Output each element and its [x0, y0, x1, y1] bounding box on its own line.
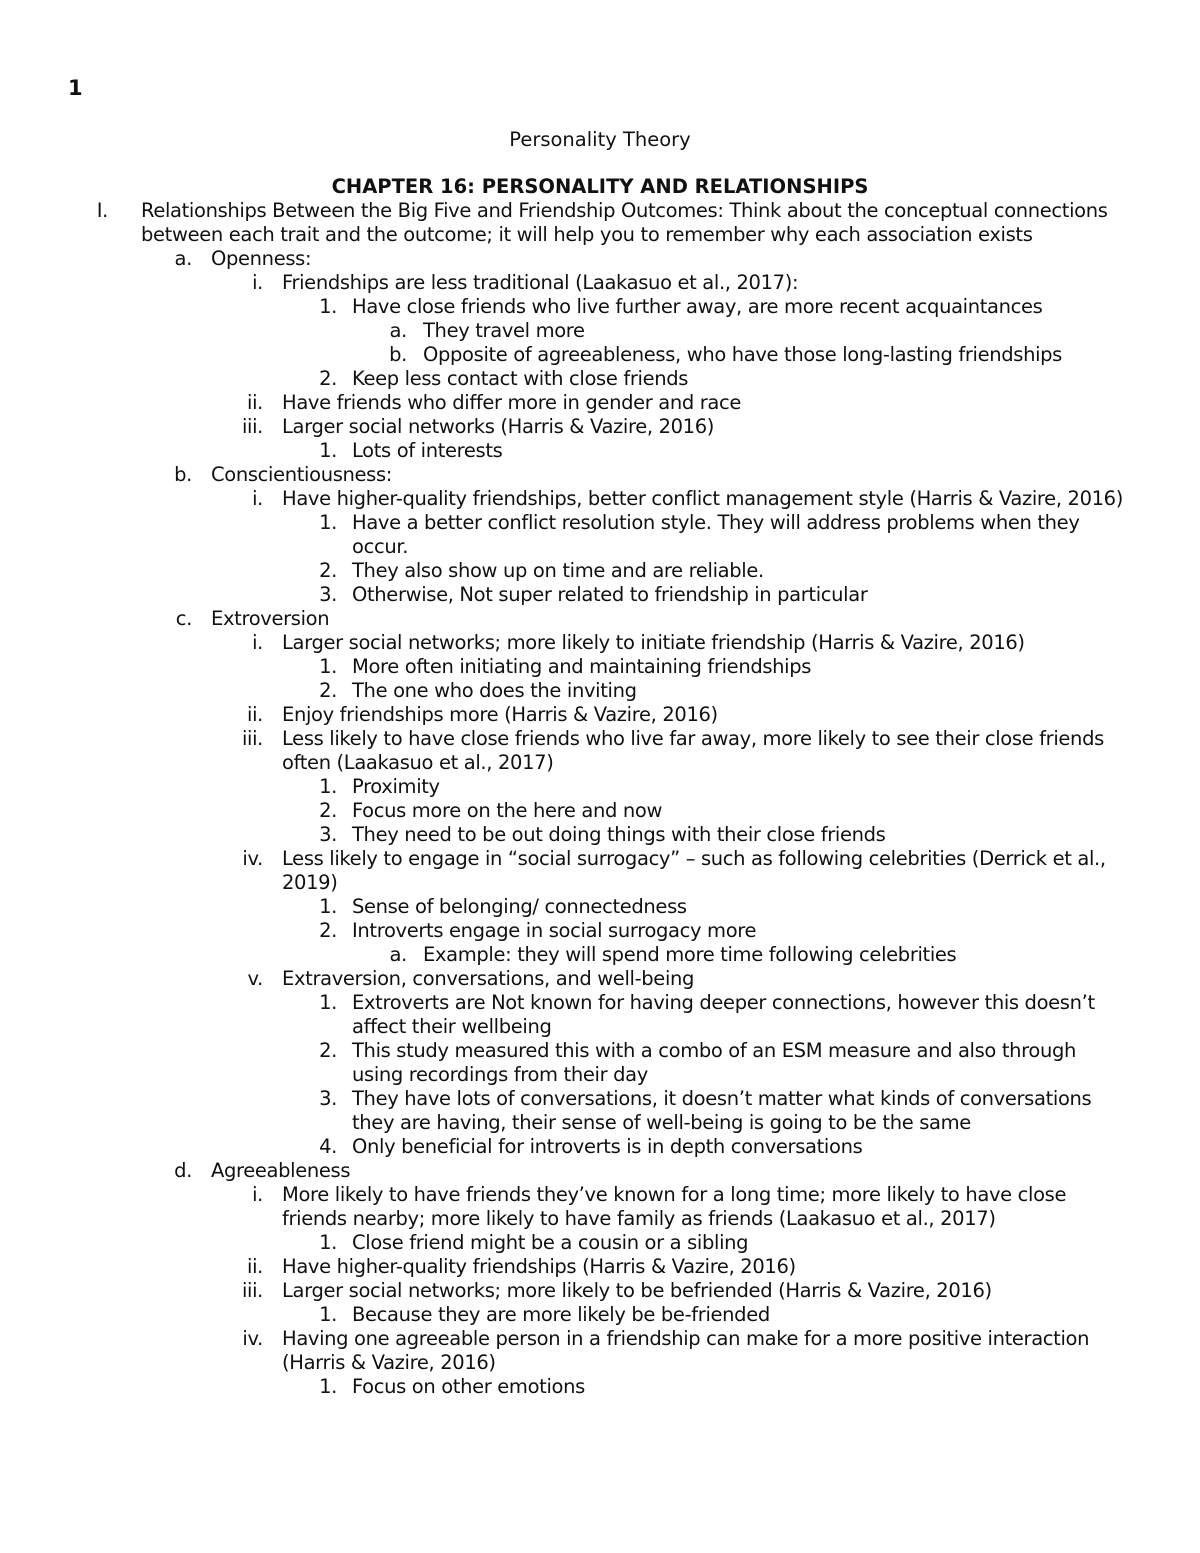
- outline-item: [0, 511, 1200, 559]
- outline-marker: a.: [389, 943, 407, 966]
- page-number: 1: [68, 76, 83, 100]
- outline-marker: 3.: [319, 823, 337, 846]
- outline-item: [0, 775, 1200, 799]
- outline-marker: i.: [252, 631, 263, 654]
- outline-text: Larger social networks (Harris & Vazire, 2016): [282, 415, 715, 438]
- outline-text: More often initiating and maintaining friendships: [352, 655, 812, 678]
- outline-marker: 1.: [319, 511, 337, 534]
- outline-text: They have lots of conversations, it doesn’t matter what kinds of conversations they are having, their sense of well-being is going to be the same: [352, 1087, 1092, 1134]
- outline-marker: i.: [252, 487, 263, 510]
- outline-item: [0, 439, 1200, 463]
- outline-marker: 1.: [319, 895, 337, 918]
- outline-text: Focus more on the here and now: [352, 799, 663, 822]
- outline-marker: 1.: [319, 1303, 337, 1326]
- outline-item: [0, 343, 1200, 367]
- outline-item: [0, 967, 1200, 991]
- outline-item: [0, 1183, 1200, 1231]
- outline-marker: 1.: [319, 295, 337, 318]
- outline-item: [0, 1159, 1200, 1183]
- outline-marker: b.: [389, 343, 407, 366]
- outline-text: Introverts engage in social surrogacy more: [352, 919, 757, 942]
- outline-item: [0, 391, 1200, 415]
- outline-marker: ii.: [247, 703, 263, 726]
- outline-item: [0, 823, 1200, 847]
- outline-marker: i.: [252, 271, 263, 294]
- outline-item: [0, 1279, 1200, 1303]
- outline-marker: ii.: [247, 1255, 263, 1278]
- outline-marker: c.: [175, 607, 192, 630]
- outline-marker: a.: [174, 247, 192, 270]
- outline-text: Relationships Between the Big Five and Friendship Outcomes: Think about the conceptual connections between each trait and the outcome; it will help you to remember why each association exists: [141, 199, 1108, 246]
- outline-marker: 2.: [319, 1039, 337, 1062]
- outline-text: More likely to have friends they’ve known for a long time; more likely to have close friends nearby; more likely to have family as friends (Laakasuo et al., 2017): [282, 1183, 1067, 1230]
- outline-marker: iii.: [241, 415, 263, 438]
- outline-item: [0, 631, 1200, 655]
- outline-marker: 2.: [319, 799, 337, 822]
- outline-text: Have higher-quality friendships (Harris & Vazire, 2016): [282, 1255, 796, 1278]
- outline-marker: v.: [247, 967, 263, 990]
- outline-item: [0, 1135, 1200, 1159]
- outline-marker: 3.: [319, 583, 337, 606]
- outline-text: Having one agreeable person in a friendship can make for a more positive interaction (Harris & Vazire, 2016): [282, 1327, 1090, 1374]
- outline-item: [0, 583, 1200, 607]
- outline-item: [0, 295, 1200, 319]
- outline-item: [0, 919, 1200, 943]
- outline-text: Friendships are less traditional (Laakasuo et al., 2017):: [282, 271, 799, 294]
- outline-marker: iii.: [241, 727, 263, 750]
- outline-item: [0, 247, 1200, 271]
- outline-item: [0, 1087, 1200, 1135]
- outline-item: [0, 895, 1200, 919]
- outline-marker: 2.: [319, 679, 337, 702]
- outline-item: [0, 487, 1200, 511]
- outline-text: Sense of belonging/ connectedness: [352, 895, 687, 918]
- outline-text: Have close friends who live further away, are more recent acquaintances: [352, 295, 1043, 318]
- outline-item: [0, 319, 1200, 343]
- outline-text: Have friends who differ more in gender and race: [282, 391, 742, 414]
- outline-text: The one who does the inviting: [352, 679, 637, 702]
- outline-item: [0, 367, 1200, 391]
- outline-marker: i.: [252, 1183, 263, 1206]
- outline-text: Less likely to engage in “social surrogacy” – such as following celebrities (Derrick et al., 2019): [282, 847, 1106, 894]
- outline-text: They need to be out doing things with their close friends: [352, 823, 886, 846]
- outline-marker: 1.: [319, 1231, 337, 1254]
- outline-marker: I.: [96, 199, 108, 222]
- outline-text: Extroverts are Not known for having deeper connections, however this doesn’t affect their wellbeing: [352, 991, 1095, 1038]
- outline-marker: 1.: [319, 775, 337, 798]
- outline-item: [0, 943, 1200, 967]
- outline-marker: 2.: [319, 559, 337, 582]
- outline-text: This study measured this with a combo of an ESM measure and also through using recordings from their day: [352, 1039, 1077, 1086]
- outline-text: Have higher-quality friendships, better conflict management style (Harris & Vazire, 2016): [282, 487, 1123, 510]
- outline-item: [0, 1303, 1200, 1327]
- outline-text: They travel more: [423, 319, 585, 342]
- outline-item: [0, 415, 1200, 439]
- outline-marker: b.: [174, 463, 192, 486]
- outline-text: Example: they will spend more time following celebrities: [423, 943, 957, 966]
- outline-text: They also show up on time and are reliable.: [352, 559, 764, 582]
- course-title: Personality Theory: [509, 128, 691, 151]
- outline-item: [0, 607, 1200, 631]
- outline-text: Only beneficial for introverts is in depth conversations: [352, 1135, 863, 1158]
- outline-marker: 4.: [319, 1135, 337, 1158]
- outline-item: [0, 1327, 1200, 1375]
- outline-marker: 1.: [319, 1375, 337, 1398]
- outline-marker: iii.: [241, 1279, 263, 1302]
- outline-text: Conscientiousness:: [211, 463, 393, 486]
- outline-item: [0, 1375, 1200, 1399]
- outline-item: [0, 679, 1200, 703]
- outline-marker: 3.: [319, 1087, 337, 1110]
- outline-marker: 1.: [319, 439, 337, 462]
- outline-item: [0, 1039, 1200, 1087]
- outline-item: [0, 847, 1200, 895]
- outline-text: Larger social networks; more likely to be befriended (Harris & Vazire, 2016): [282, 1279, 992, 1302]
- outline-list: [0, 199, 1200, 1399]
- outline-marker: 1.: [319, 655, 337, 678]
- outline-marker: iv.: [242, 1327, 263, 1350]
- outline-text: Agreeableness: [211, 1159, 351, 1182]
- outline-item: [0, 463, 1200, 487]
- outline-item: [0, 559, 1200, 583]
- outline-marker: ii.: [247, 391, 263, 414]
- outline-item: [0, 991, 1200, 1039]
- outline-text: Keep less contact with close friends: [352, 367, 689, 390]
- outline-item: [0, 655, 1200, 679]
- outline-item: [0, 727, 1200, 775]
- outline-text: Because they are more likely be be-friended: [352, 1303, 770, 1326]
- outline-text: Opposite of agreeableness, who have those long-lasting friendships: [423, 343, 1062, 366]
- chapter-heading: CHAPTER 16: PERSONALITY AND RELATIONSHIPS: [331, 175, 869, 198]
- outline-item: [0, 271, 1200, 295]
- outline-marker: iv.: [242, 847, 263, 870]
- outline-text: Close friend might be a cousin or a sibling: [352, 1231, 749, 1254]
- outline-item: [0, 199, 1200, 247]
- outline-marker: d.: [174, 1159, 192, 1182]
- outline-text: Focus on other emotions: [352, 1375, 585, 1398]
- outline-text: Proximity: [352, 775, 440, 798]
- outline-text: Otherwise, Not super related to friendship in particular: [352, 583, 868, 606]
- outline-item: [0, 799, 1200, 823]
- outline-text: Extraversion, conversations, and well-being: [282, 967, 695, 990]
- outline-item: [0, 1231, 1200, 1255]
- outline-text: Larger social networks; more likely to initiate friendship (Harris & Vazire, 2016): [282, 631, 1025, 654]
- outline-marker: 2.: [319, 919, 337, 942]
- outline-text: Enjoy friendships more (Harris & Vazire, 2016): [282, 703, 718, 726]
- outline-marker: 1.: [319, 991, 337, 1014]
- outline-item: [0, 703, 1200, 727]
- outline-text: Openness:: [211, 247, 312, 270]
- outline-item: [0, 1255, 1200, 1279]
- outline-marker: a.: [389, 319, 407, 342]
- outline-text: Lots of interests: [352, 439, 503, 462]
- outline-text: Less likely to have close friends who live far away, more likely to see their close friends often (Laakasuo et al., 2017): [282, 727, 1104, 774]
- outline-text: Extroversion: [211, 607, 330, 630]
- outline-marker: 2.: [319, 367, 337, 390]
- outline-text: Have a better conflict resolution style. They will address problems when they occur.: [352, 511, 1080, 558]
